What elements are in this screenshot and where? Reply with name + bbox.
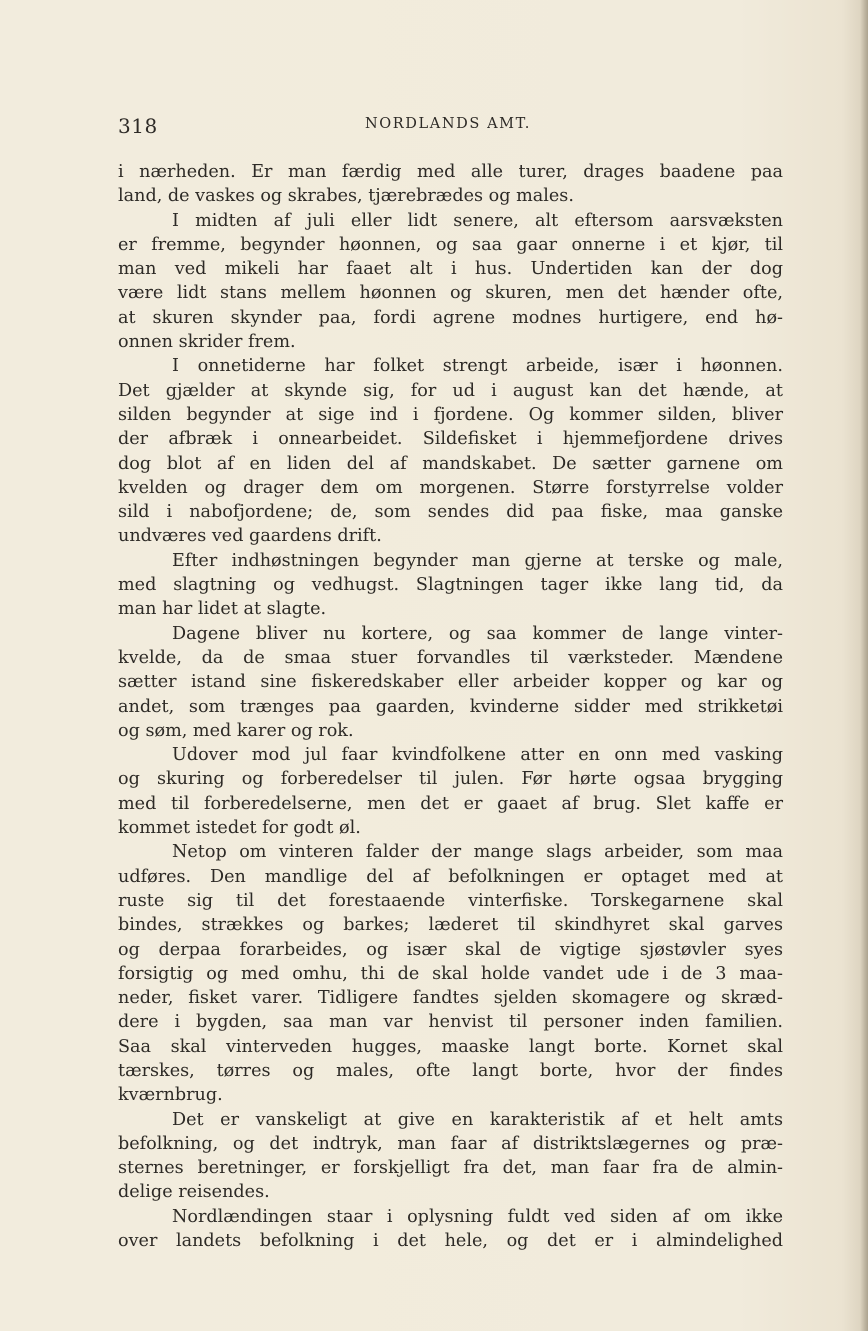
text-line: Efter indhøstningen begynder man gjerne at terske og male, — [172, 550, 783, 571]
text-line: bindes, strækkes og barkes; læderet til skindhyret skal garves — [118, 915, 783, 936]
text-line: Det er vanskeligt at give en karakteristik af et helt amts — [172, 1109, 783, 1130]
text-line: er fremme, begynder høonnen, og saa gaar onnerne i et kjør, til — [118, 234, 783, 255]
text-line: og skuring og forberedelser til julen. Før hørte ogsaa brygging — [118, 769, 783, 790]
text-line: befolkning, og det indtryk, man faar af distriktslægernes og præ- — [118, 1133, 783, 1154]
text-line: at skuren skynder paa, fordi agrene modnes hurtigere, end hø- — [118, 307, 783, 328]
running-head: NORDLANDS AMT. — [365, 116, 531, 132]
text-line: med slagtning og vedhugst. Slagtningen tager ikke lang tid, da — [118, 575, 783, 596]
text-line: og søm, med karer og rok. — [118, 720, 354, 741]
text-line: Dagene bliver nu kortere, og saa kommer de lange vinter- — [172, 623, 783, 644]
text-line: kvelden og drager dem om morgenen. Større forstyrrelse volder — [118, 477, 783, 498]
text-line: kommet istedet for godt øl. — [118, 818, 361, 839]
text-line: silden begynder at sige ind i fjordene. Og kommer silden, bliver — [118, 404, 783, 425]
text-line: udføres. Den mandlige del af befolkningen er optaget med at — [118, 866, 783, 887]
text-line: neder, fisket varer. Tidligere fandtes sjelden skomagere og skræd- — [118, 988, 783, 1009]
text-line: Udover mod jul faar kvindfolkene atter en onn med vasking — [172, 745, 783, 766]
text-line: Netop om vinteren falder der mange slags arbeider, som maa — [172, 842, 783, 863]
body-text — [118, 160, 783, 1253]
text-line: I onnetiderne har folket strengt arbeide, især i høonnen. — [172, 356, 783, 377]
text-line: undværes ved gaardens drift. — [118, 526, 382, 547]
text-line: der afbræk i onnearbeidet. Sildefisket i hjemmefjordene drives — [118, 429, 783, 450]
text-line: Nordlændingen staar i oplysning fuldt ved siden af om ikke — [172, 1206, 783, 1227]
text-line: Det gjælder at skynde sig, for ud i august kan det hænde, at — [118, 380, 783, 401]
text-line: I midten af juli eller lidt senere, alt eftersom aarsvæksten — [172, 210, 783, 231]
text-line: sild i nabofjordene; de, som sendes did paa fiske, maa ganske — [118, 502, 783, 523]
text-line: ruste sig til det forestaaende vinterfiske. Torskegarnene skal — [118, 890, 783, 911]
text-line: tærskes, tørres og males, ofte langt borte, hvor der findes — [118, 1060, 783, 1081]
text-line: med til forberedelserne, men det er gaaet af brug. Slet kaffe er — [118, 793, 783, 814]
text-line: være lidt stans mellem høonnen og skuren, men det hænder ofte, — [118, 283, 783, 304]
text-line: kværnbrug. — [118, 1085, 223, 1106]
text-line: og derpaa forarbeides, og især skal de vigtige sjøstøvler syes — [118, 939, 783, 960]
text-line: Saa skal vinterveden hugges, maaske langt borte. Kornet skal — [118, 1036, 783, 1057]
text-line: land, de vaskes og skrabes, tjærebrædes og males. — [118, 186, 574, 207]
text-line: dere i bygden, saa man var henvist til personer inden familien. — [118, 1012, 783, 1033]
text-line: kvelde, da de smaa stuer forvandles til værksteder. Mændene — [118, 647, 783, 668]
text-line: over landets befolkning i det hele, og det er i almindelighed — [118, 1231, 783, 1252]
text-line: forsigtig og med omhu, thi de skal holde vandet ude i de 3 maa- — [118, 963, 783, 984]
text-line: sætter istand sine fiskeredskaber eller arbeider kopper og kar og — [118, 672, 783, 693]
text-line: delige reisendes. — [118, 1182, 270, 1203]
page-edge-shadow — [860, 0, 868, 1331]
text-line: andet, som trænges paa gaarden, kvinderne sidder med strikketøi — [118, 696, 783, 717]
text-line: i nærheden. Er man færdig med alle turer, drages baadene paa — [118, 162, 783, 182]
page-number: 318 — [118, 114, 158, 138]
text-line: man ved mikeli har faaet alt i hus. Undertiden kan der dog — [118, 259, 783, 280]
text-line: man har lidet at slagte. — [118, 599, 327, 620]
text-line: onnen skrider frem. — [118, 332, 296, 353]
text-line: sternes beretninger, er forskjelligt fra det, man faar fra de almin- — [118, 1158, 783, 1179]
page-header — [118, 114, 778, 140]
text-line: dog blot af en liden del af mandskabet. De sætter garnene om — [118, 453, 783, 474]
